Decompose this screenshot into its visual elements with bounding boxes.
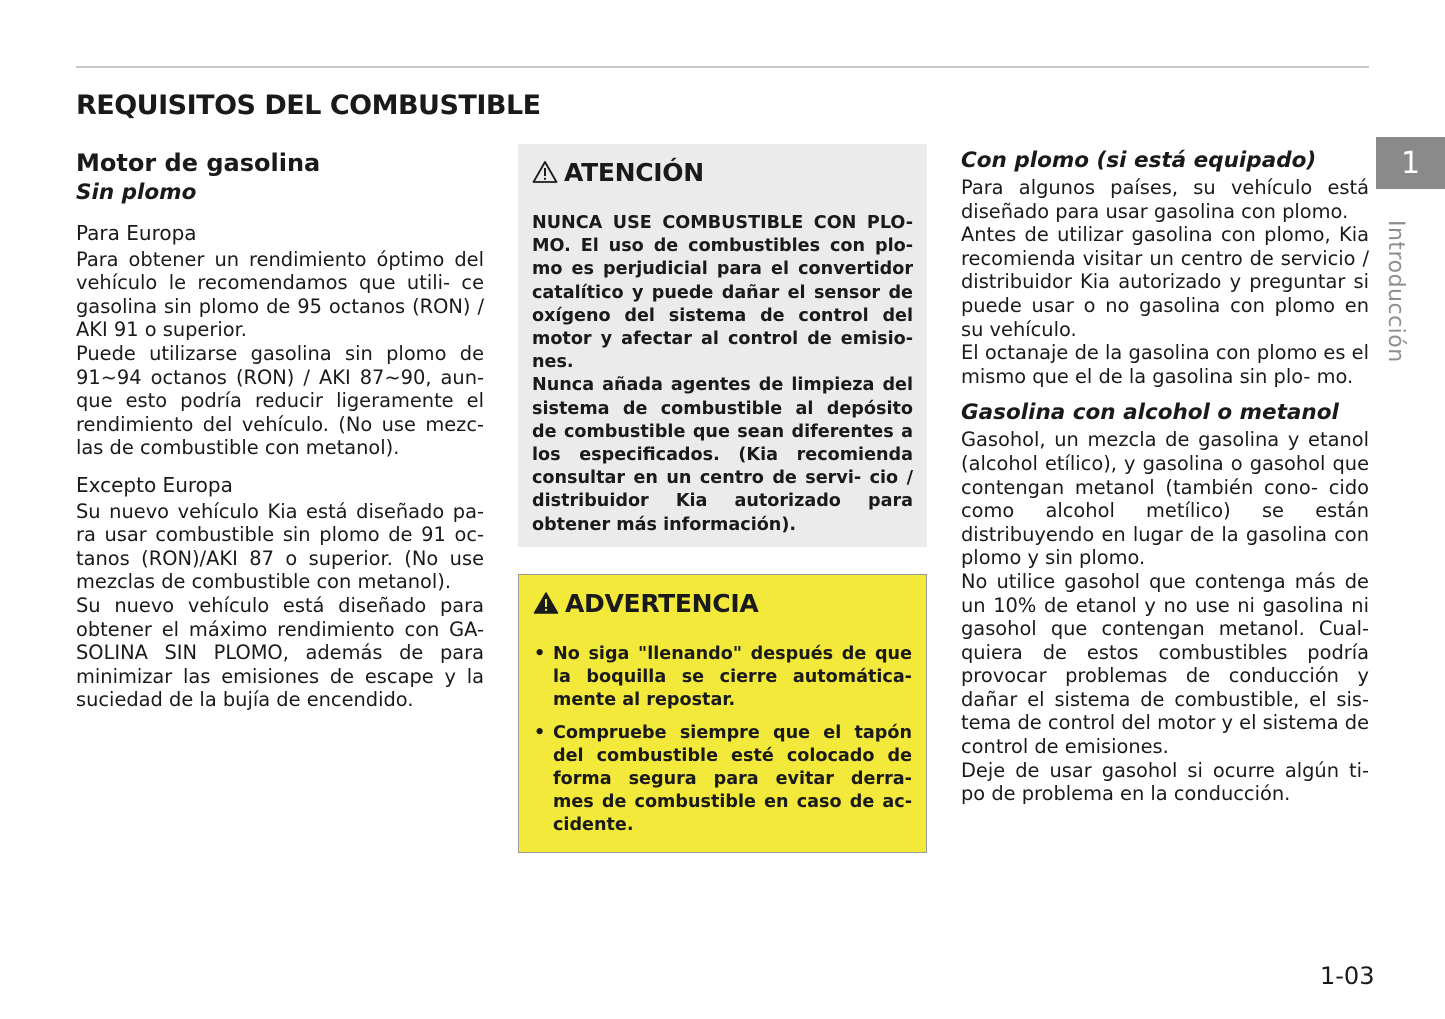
paragraph: Deje de usar gasohol si ocurre algún ti- po de problema en la conducción.: [961, 758, 1369, 806]
attention-box: [518, 144, 927, 547]
paragraph: Su nuevo vehículo está diseñado para obtener el máximo rendimiento con GA- SOLINA SIN PLOMO, además de para minimizar las emisiones de escape y la suciedad de la bujía de encendido.: [76, 593, 484, 712]
left-column: [76, 148, 484, 712]
warning-bullet: • Compruebe siempre que el tapón del combustible esté colocado de forma segura para evitar derra- mes de combustible en caso de ac- cidente.: [533, 722, 912, 838]
section-heading: Motor de gasolina: [76, 149, 321, 177]
chapter-tab[interactable]: [1376, 137, 1445, 189]
paragraph: Su nuevo vehículo Kia está diseñado pa- ra usar combustible sin plomo de 91 oc- tanos (RON)/AKI 87 o superior. (No use mezclas de combustible con metanol).: [76, 499, 484, 594]
attention-paragraph: NUNCA USE COMBUSTIBLE CON PLO- MO. El uso de combustibles con plo- mo es perjudicial para el convertidor catalítico y puede dañar el sensor de oxígeno del sistema de control del motor y afectar al control de emisio- nes.: [532, 213, 913, 373]
caution-triangle-icon: [532, 160, 558, 184]
top-rule: [76, 66, 1369, 68]
attention-title: ATENCIÓN: [564, 157, 704, 187]
attention-title-row: [532, 156, 913, 188]
paragraph: No utilice gasohol que contenga más de un 10% de etanol y no use ni gasolina ni gasohol que contengan metanol. Cual- quiera de estos combustibles podría provocar problemas de conducción y dañar el sistema de combustible, el sis- tema de control del motor y el sistema de control de emisiones.: [961, 569, 1369, 759]
paragraph: Puede utilizarse gasolina sin plomo de 91~94 octanos (RON) / AKI 87~90, aun- que esto podría reducir ligeramente el rendimiento del vehículo. (No use mezc- las de combustible con metanol).: [76, 341, 484, 460]
warning-title-row: [533, 587, 912, 619]
warning-box: [518, 574, 927, 853]
page-number: 1-03: [1320, 962, 1375, 990]
section-subheading: Sin plomo: [76, 180, 197, 205]
warning-title: ADVERTENCIA: [565, 588, 759, 618]
warning-triangle-icon: [533, 591, 559, 615]
warning-bullet: • No siga "llenando" después de que la boquilla se cierre automática- mente al repostar.: [533, 643, 912, 713]
attention-paragraph: Nunca añada agentes de limpieza del sistema de combustible al depósito de combustible que sean diferentes a los especificados. (Kia recomienda consultar en un centro de servi- cio / distribuidor Kia autorizado para obtener más información).: [532, 375, 913, 535]
page-title: REQUISITOS DEL COMBUSTIBLE: [76, 90, 541, 121]
except-europe-title: Excepto Europa: [76, 472, 233, 497]
right-column: [961, 148, 1369, 806]
paragraph: Para obtener un rendimiento óptimo del vehículo le recomendamos que utili- ce gasolina sin plomo de 95 octanos (RON) / AKI 91 o superior.: [76, 247, 484, 342]
paragraph: El octanaje de la gasolina con plomo es el mismo que el de la gasolina sin plo- mo.: [961, 341, 1369, 388]
attention-body: [532, 212, 913, 537]
chapter-number: 1: [1400, 145, 1421, 181]
warning-list: [533, 643, 912, 838]
chapter-label: Introducción: [1383, 220, 1408, 363]
europe-title: Para Europa: [76, 221, 197, 245]
leaded-heading: Con plomo (si está equipado): [961, 148, 1317, 173]
paragraph: Para algunos países, su vehículo está diseñado para usar gasolina con plomo.: [961, 176, 1369, 223]
paragraph: Gasohol, un mezcla de gasolina y etanol (alcohol etílico), y gasolina o gasohol que contengan metanol (también cono- cido como alcohol metílico) se están distribuyendo en lugar de la gasolina con plomo y sin plomo.: [961, 428, 1369, 570]
paragraph: Antes de utilizar gasolina con plomo, Kia recomienda visitar un centro de servicio / distribuidor Kia autorizado y preguntar si puede usar o no gasolina con plomo en su vehículo.: [961, 223, 1369, 341]
alcohol-heading: Gasolina con alcohol o metanol: [961, 400, 1339, 426]
